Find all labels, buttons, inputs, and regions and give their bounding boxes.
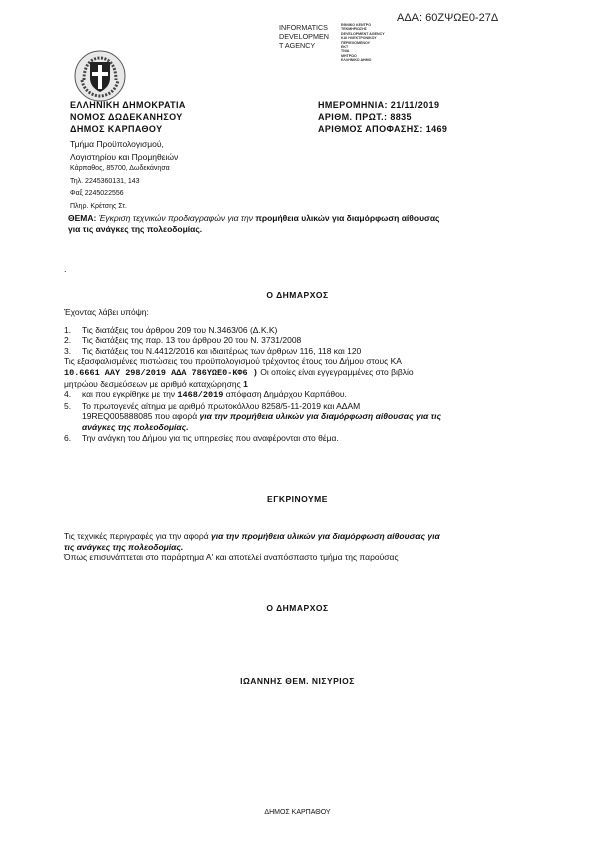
list-item: [64, 325, 544, 336]
mayor-heading-2: Ο ΔΗΜΑΡΧΟΣ: [266, 603, 329, 613]
budget-line-3: [64, 379, 544, 390]
considerations-list-2: [64, 389, 544, 443]
approve-line: [64, 531, 554, 542]
approve-paragraph: [64, 531, 554, 563]
decision-date: ΗΜΕΡΟΜΗΝΙΑ: 21/11/2019: [318, 100, 440, 110]
item-number: 4.: [64, 389, 72, 400]
department-block: [70, 138, 178, 213]
agency-line: INFORMATICS: [279, 23, 328, 32]
footer-municipality: ΔΗΜΟΣ ΚΑΡΠΑΘΟΥ: [264, 809, 331, 816]
item-text: Τις διατάξεις της παρ. 13 του άρθρου 20 του Ν. 3731/2008: [82, 335, 302, 346]
stray-dot: .: [64, 264, 67, 274]
considerations: [64, 307, 544, 443]
list-item: [64, 401, 544, 433]
considerations-list: [64, 325, 544, 357]
agency-label: [279, 23, 329, 50]
list-item: [64, 433, 544, 444]
department-fax: Φαξ 2245022556: [70, 190, 124, 197]
mayor-heading: Ο ΔΗΜΑΡΧΟΣ: [266, 290, 329, 300]
item-number: 5.: [64, 400, 72, 411]
considering-intro: Έχοντας λάβει υπόψη:: [64, 307, 149, 317]
list-item: [64, 346, 544, 357]
item-text: Τις διατάξεις του Ν.4412/2016 και ιδιαιτέρως των άρθρων 116, 118 και 120: [82, 345, 362, 356]
agency-small-line: ΕΘΝΙΚΟ ΚΕΝΤΡΟ: [341, 23, 371, 27]
agency-small-line: ΚΑΙ ΗΛΕΚΤΡΟΝΙΚΟΥ: [341, 36, 377, 41]
greek-emblem-icon: [74, 50, 126, 102]
agency-small-line: ΕΛΛΗΝΙΚΟ ΔΗΜΟ: [341, 58, 372, 63]
approve-emphasis: τις ανάγκες της πολεοδομίας.: [64, 541, 184, 552]
subject-emphasis: για τις ανάγκες της πολεοδομίας.: [68, 224, 203, 234]
item-text: και που εγκρίθηκε με την: [82, 389, 178, 400]
item-text: απόφαση Δημάρχου Καρπάθου.: [223, 389, 347, 400]
item-number: 6.: [64, 432, 72, 443]
department-line: Λογιστηρίου και Προμηθειών: [70, 151, 179, 162]
agency-line: T AGENCY: [279, 41, 316, 50]
subject-lead: Έγκριση τεχνικών προδιαγραφών για την: [98, 213, 256, 223]
item-number: 3.: [64, 345, 72, 356]
agency-small-line: ΠΕΡΙΕΧΟΜΕΝΟΥ: [341, 40, 371, 45]
issuer-header: [70, 99, 186, 135]
list-item: [64, 335, 544, 346]
municipality-name: ΔΗΜΟΣ ΚΑΡΠΑΘΟΥ: [70, 124, 163, 134]
department-contact: Πληρ. Κρέτσης Στ.: [70, 202, 127, 210]
item-emphasis: για την προμήθεια υλικών για διαμόρφωση αίθουσας για τις: [199, 411, 442, 422]
country-name: ΕΛΛΗΝΙΚΗ ΔΗΜΟΚΡΑΤΙΑ: [70, 100, 186, 110]
approve-emphasis: για την προμήθεια υλικών για διαμόρφωση αίθουσας για: [210, 531, 440, 541]
department-phone: Τηλ. 2245360131, 143: [70, 177, 140, 185]
budget-line: Τις εξασφαλισμένες πιστώσεις του προϋπολογισμού τρέχοντος έτους του Δήμου στους ΚΑ: [64, 356, 402, 367]
agency-small-line: DEVELOPMENT AGENCY: [341, 31, 385, 36]
item-text: Το πρωτογενές αίτημα με αριθμό πρωτοκόλλου 8258/5-11-2019 και ΑΔΑΜ: [82, 400, 361, 411]
budget-registry-number: 1: [243, 378, 248, 389]
department-address: Κάρπαθος, 85700, Δωδεκάνησα: [70, 165, 170, 172]
approve-line: Όπως επισυνάπτεται στο παράρτημα Α' και αποτελεί αναπόσπαστο τμήμα της παρούσας: [64, 552, 399, 563]
budget-line-2: [64, 367, 544, 379]
agency-small-line: ΕΚΤ: [341, 45, 349, 50]
prefecture-name: ΝΟΜΟΣ ΔΩΔΕΚΑΝΗΣΟΥ: [70, 112, 183, 122]
decision-number: ΑΡΙΘΜΟΣ ΑΠΟΦΑΣΗΣ: 1469: [318, 124, 448, 134]
protocol-number: ΑΡΙΘΜ. ΠΡΩΤ.: 8835: [318, 112, 412, 122]
item-text: 19REQ005888085 που αφορά: [82, 411, 200, 422]
item-number: 2.: [64, 335, 72, 346]
department-line: Τμήμα Προϋπολογισμού,: [70, 139, 164, 149]
budget-code: 10.6661 ΑΑΥ 298/2019 ΑΔΑ 786ΥΩΕ0-ΚΦ6 ): [64, 367, 258, 378]
agency-line: DEVELOPMEN: [279, 32, 329, 41]
budget-rest: Οι οποίες είναι εγγεγραμμένες στο βιβλίο: [257, 366, 414, 377]
agency-small-line: ΤΕΚΜΗΡΙΩΣΗΣ: [341, 27, 367, 32]
agency-small-line: ΤΝΙΑ: [341, 49, 350, 54]
approve-heading: ΕΓΚΡΙΝΟΥΜΕ: [267, 494, 328, 504]
signatory-name: ΙΩΑΝΝΗΣ ΘΕΜ. ΝΙΣΥΡΙΟΣ: [240, 676, 355, 686]
list-item: [64, 389, 544, 401]
ada-code: ΑΔΑ: 60ΖΨΩΕ0-27Δ: [397, 12, 499, 24]
subject-line: [68, 213, 548, 235]
approve-lead: Τις τεχνικές περιγραφές για την αφορά: [64, 531, 211, 541]
agency-small-line: ΜΗΤΡΩΟ: [341, 53, 357, 58]
agency-small-print: [341, 23, 385, 63]
item-emphasis: ανάγκες της πολεοδομίας.: [82, 421, 189, 432]
item-text: Τις διατάξεις του άρθρου 209 του Ν.3463/06 (Δ.Κ.Κ): [82, 324, 278, 335]
item-number: 1.: [64, 324, 72, 335]
subject-label: ΘΕΜΑ:: [68, 213, 97, 223]
item-text: Την ανάγκη του Δήμου για τις υπηρεσίες που αναφέρονται στο θέμα.: [82, 432, 339, 443]
budget-paragraph: [64, 356, 544, 389]
budget-registry-text: μητρώου δεσμεύσεων με αριθμό καταχώρησης: [64, 378, 244, 389]
decision-meta: [318, 99, 447, 135]
subject-emphasis: προμήθεια υλικών για διαμόρφωση αίθουσας: [255, 213, 440, 223]
approval-code: 1468/2019: [177, 390, 224, 401]
